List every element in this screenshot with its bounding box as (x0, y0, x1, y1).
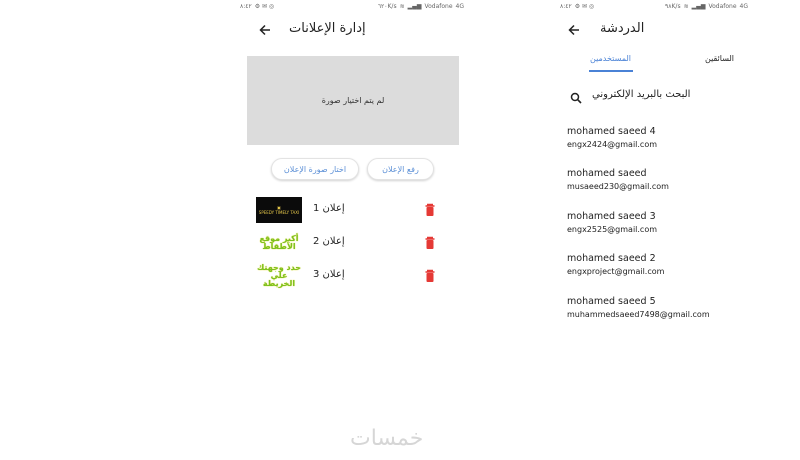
ad-thumbnail (256, 196, 302, 224)
active-tab-indicator (589, 70, 633, 72)
network-type: 4G (739, 2, 748, 10)
delete-icon[interactable] (422, 202, 438, 218)
delete-icon[interactable] (422, 268, 438, 284)
chat-screen (556, 0, 752, 340)
ad-list-item (256, 262, 438, 290)
ads-management-screen (236, 0, 468, 340)
user-name: mohamed saeed 3 (567, 211, 656, 222)
ad-thumb-text: حدد وجهتك علي الخريطة (256, 263, 301, 288)
wifi-icon: ≋ (399, 2, 405, 10)
taxi-logo-icon: ▣ (277, 205, 281, 210)
user-list-item[interactable] (567, 211, 747, 241)
tab-bar (556, 50, 752, 74)
user-email: muhammedsaeed7498@gmail.com (567, 310, 710, 319)
app-notification-icons: ⚙ ✉ ◎ (574, 2, 595, 10)
signal-icon: ▂▄▆ (691, 2, 706, 10)
ad-image-preview (247, 56, 459, 145)
search-icon[interactable] (570, 89, 582, 101)
carrier-name: Vodafone (708, 2, 737, 10)
user-list-item[interactable] (567, 126, 747, 156)
ad-thumbnail (256, 262, 302, 290)
user-name: mohamed saeed 5 (567, 296, 656, 307)
user-name: mohamed saeed 2 (567, 253, 656, 264)
search-bar[interactable] (570, 86, 720, 106)
network-type: 4G (455, 2, 464, 10)
ad-label: إعلان 2 (313, 236, 345, 247)
app-notification-icons: ⚙ ✉ ◎ (254, 2, 275, 10)
ad-thumbnail (256, 229, 302, 257)
ad-label: إعلان 3 (313, 269, 345, 280)
signal-icon: ▂▄▆ (407, 2, 422, 10)
network-speed: ٩٨K/s (665, 2, 681, 10)
network-speed: ٦٢٠K/s (377, 2, 397, 10)
status-bar (236, 0, 468, 12)
carrier-name: Vodafone (424, 2, 453, 10)
ad-thumb-text: SPEEDY TIMELY TAXI (258, 210, 300, 215)
delete-icon[interactable] (422, 235, 438, 251)
user-email: musaeed230@gmail.com (567, 182, 669, 191)
user-email: engxproject@gmail.com (567, 267, 665, 276)
no-image-text: لم يتم اختيار صورة (321, 96, 385, 105)
status-time: ٨:٤٢ (560, 2, 572, 10)
status-bar (556, 0, 752, 12)
search-input[interactable]: البحث بالبريد الإلكتروني (592, 89, 691, 100)
user-email: engx2424@gmail.com (567, 140, 658, 149)
choose-ad-image-button[interactable]: اختار صورة الإعلان (271, 158, 359, 180)
upload-ad-button[interactable]: رفع الإعلان (367, 158, 434, 180)
user-list-item[interactable] (567, 168, 747, 198)
ad-list-item (256, 196, 438, 224)
user-name: mohamed saeed (567, 168, 647, 179)
watermark-logo: خمسات (350, 426, 424, 451)
back-arrow-icon[interactable] (258, 23, 272, 37)
wifi-icon: ≋ (683, 2, 689, 10)
user-email: engx2525@gmail.com (567, 225, 658, 234)
user-name: mohamed saeed 4 (567, 126, 656, 137)
ad-list-item (256, 229, 438, 257)
ad-label: إعلان 1 (313, 203, 345, 214)
tab-drivers[interactable]: السائقين (705, 54, 735, 63)
user-list-item[interactable] (567, 253, 747, 283)
page-title: الدردشة (600, 21, 645, 36)
ad-thumb-text: أكبر موقع الأطقاط (259, 234, 299, 251)
user-list-item[interactable] (567, 296, 747, 326)
tab-users[interactable]: المستخدمين (590, 54, 631, 63)
back-arrow-icon[interactable] (567, 23, 581, 37)
status-time: ٨:٤٢ (240, 2, 252, 10)
page-title: إدارة الإعلانات (289, 21, 366, 36)
